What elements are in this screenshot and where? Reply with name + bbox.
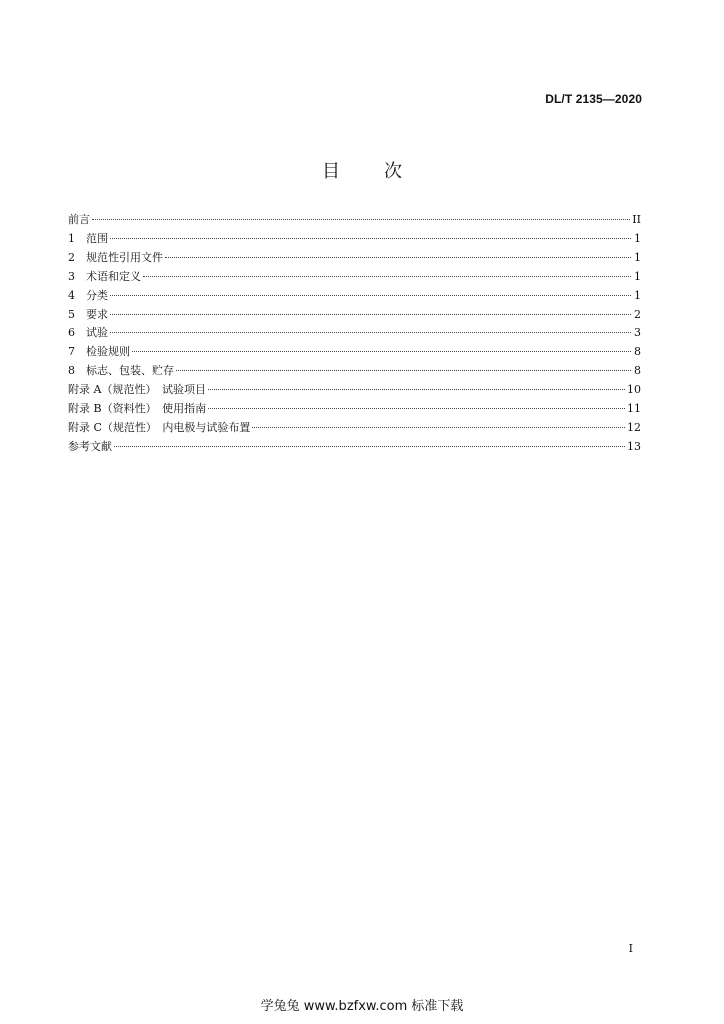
page-number: I	[628, 942, 633, 955]
toc-entry-label: 附录 A（规范性） 试验项目	[68, 383, 206, 397]
toc-entry-label: 附录 B（资料性） 使用指南	[68, 402, 207, 416]
toc-entry-page: 12	[627, 420, 641, 434]
watermark-text: 学兔兔 www.bzfxw.com 标准下载	[260, 999, 464, 1014]
toc-entry-page: 2	[634, 307, 641, 321]
toc-entry-label: 3 术语和定义	[68, 269, 141, 283]
toc-entry[interactable]	[68, 400, 641, 419]
toc-entry-page: 1	[634, 269, 641, 283]
toc-entry-page: 8	[634, 345, 641, 359]
toc-entry-label: 附录 C（规范性） 内电极与试验布置	[68, 420, 251, 434]
toc-entry[interactable]	[68, 438, 641, 457]
toc-entry-label: 8 标志、包装、贮存	[68, 364, 174, 378]
toc-entry-label: 2 规范性引用文件	[68, 250, 163, 264]
toc-entry-page: 11	[627, 402, 641, 416]
toc-entry-label: 5 要求	[68, 307, 108, 321]
toc-entry[interactable]	[68, 211, 641, 230]
toc-entry[interactable]	[68, 287, 641, 306]
toc-entry-label: 参考文献	[68, 439, 112, 453]
standard-code: DL/T 2135—2020	[545, 92, 642, 106]
toc-entry[interactable]	[68, 362, 641, 381]
dot-leader	[110, 313, 631, 315]
toc-entry-label: 7 检验规则	[68, 345, 130, 359]
toc-entry[interactable]	[68, 230, 641, 249]
toc-entry-page: 13	[627, 439, 641, 453]
toc-entry-label: 4 分类	[68, 288, 108, 302]
table-of-contents	[68, 211, 641, 457]
dot-leader	[110, 294, 631, 296]
dot-leader	[143, 275, 631, 277]
toc-entry-page: 1	[634, 288, 641, 302]
toc-entry[interactable]	[68, 249, 641, 268]
dot-leader	[208, 388, 625, 390]
dot-leader	[114, 445, 625, 447]
toc-title: 目次	[322, 161, 446, 182]
dot-leader	[92, 218, 630, 220]
toc-entry[interactable]	[68, 268, 641, 287]
toc-entry-page: 3	[634, 326, 641, 340]
toc-entry-page: II	[632, 213, 641, 226]
toc-entry-page: 1	[634, 250, 641, 264]
dot-leader	[132, 350, 631, 352]
dot-leader	[176, 369, 631, 371]
toc-entry-label: 1 范围	[68, 231, 108, 245]
toc-entry[interactable]	[68, 324, 641, 343]
dot-leader	[208, 407, 625, 409]
toc-entry[interactable]	[68, 343, 641, 362]
toc-entry[interactable]	[68, 419, 641, 438]
toc-entry[interactable]	[68, 306, 641, 325]
toc-entry-label: 6 试验	[68, 326, 108, 340]
toc-entry-label: 前言	[68, 213, 90, 226]
dot-leader	[110, 331, 631, 333]
toc-entry[interactable]	[68, 381, 641, 400]
dot-leader	[252, 426, 625, 428]
toc-entry-page: 8	[634, 364, 641, 378]
toc-entry-page: 10	[627, 383, 641, 397]
dot-leader	[110, 237, 631, 239]
toc-entry-page: 1	[634, 231, 641, 245]
dot-leader	[165, 256, 631, 258]
